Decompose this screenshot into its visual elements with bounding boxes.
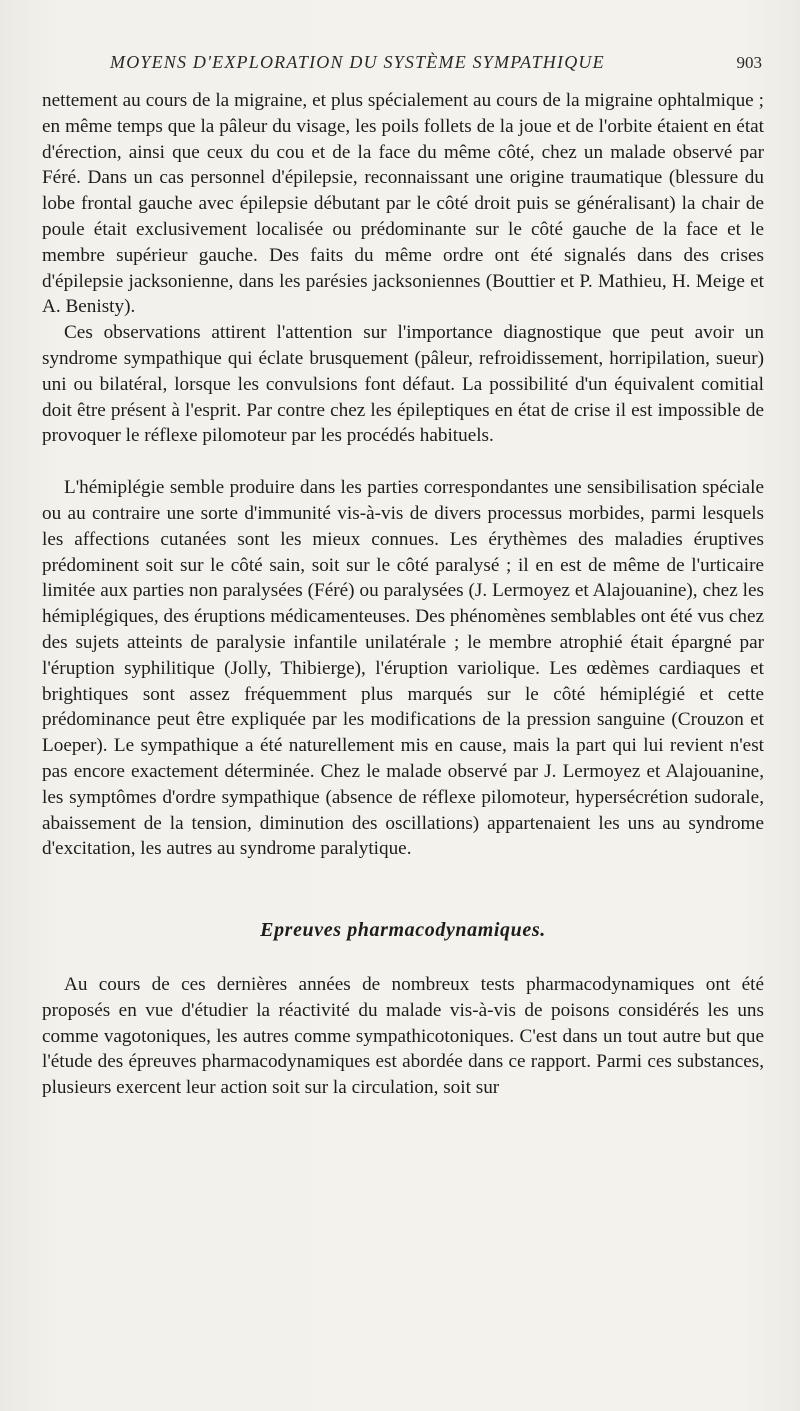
paragraph-hemiplegia: L'hémiplégie semble produire dans les parties correspondantes une sensibilisation spéciale ou au contraire une sorte d'immunité vis-à-vis de divers processus morbides, parmi lesquels les affections cutanées sont les mieux connues. Les érythèmes des maladies éruptives prédominent soit sur le côté sain, soit sur le côté paralysé ; il en est de même de l'urticaire limitée aux parties non paralysées (Féré) ou paralysées (J. Lermoyez et Alajouanine), chez les hémiplégiques, des éruptions médicamenteuses. Des phénomènes semblables ont été vus chez des sujets atteints de paralysie infantile unilatérale ; le membre atrophié était épargné par l'éruption syphilitique (Jolly, Thibierge), l'éruption variolique. Les œdèmes cardiaques et brightiques sont assez fréquemment plus marqués sur le côté hémiplégié et cette prédominance peut être expliquée par les modifications de la pression sanguine (Crouzon et Loeper). Le sympathique a été naturellement mis en cause, mais la part qui lui revient n'est pas encore exactement déterminée. Chez le malade observé par J. Lermoyez et Alajouanine, les symptômes d'ordre sympathique (absence de réflexe pilomoteur, hypersécrétion sudorale, abaissement de la tension, diminution des oscillations) appartenaient les uns au syndrome d'excitation, les autres au syndrome paralytique. xyxy=(42,477,764,860)
body-text xyxy=(42,88,764,1101)
paragraph-diagnostic-importance: Ces observations attirent l'attention sur l'importance diagnostique que peut avoir un syndrome sympathique qui éclate brusquement (pâleur, refroidissement, horripilation, sueur) uni ou bilatéral, lorsque les convulsions font défaut. La possibilité d'un équivalent comitial doit être présent à l'esprit. Par contre chez les épileptiques en état de crise il est impossible de provoquer le réflexe pilomoteur par les procédés habituels. xyxy=(42,322,764,447)
paragraph-continued: nettement au cours de la migraine, et plus spécialement au cours de la migraine ophtalmique ; en même temps que la pâleur du visage, les poils follets de la joue et de l'orbite étaient en état d'érection, ainsi que ceux du cou et de la face du même côté, chez un malade observé par Féré. Dans un cas personnel d'épilepsie, reconnaissant une origine traumatique (blessure du lobe frontal gauche avec épilepsie débutant par le côté droit puis se généralisant) la chair de poule était exclusivement localisée ou prédominante sur le côté gauche de la face et le membre supérieur gauche. Des faits du même ordre ont été signalés dans des crises d'épilepsie jacksonienne, dans les parésies jacksoniennes (Bouttier et P. Mathieu, H. Meige et A. Benisty). xyxy=(42,90,764,318)
paragraph-pharmacodynamic-tests: Au cours de ces dernières années de nombreux tests pharmacodynamiques ont été proposés en vue d'étudier la réactivité du malade vis-à-vis de poisons considérés les uns comme vagotoniques, les autres comme sympathicotoniques. C'est dans un tout autre but que l'étude des épreuves pharmacodynamiques est abordée dans ce rapport. Parmi ces substances, plusieurs exercent leur action soit sur la circulation, soit sur xyxy=(42,973,764,1099)
running-title: MOYENS D'EXPLORATION DU SYSTÈME SYMPATHIQUE xyxy=(110,52,605,72)
section-heading: Epreuves pharmacodynamiques. xyxy=(260,919,546,942)
page-number: 903 xyxy=(736,53,762,72)
